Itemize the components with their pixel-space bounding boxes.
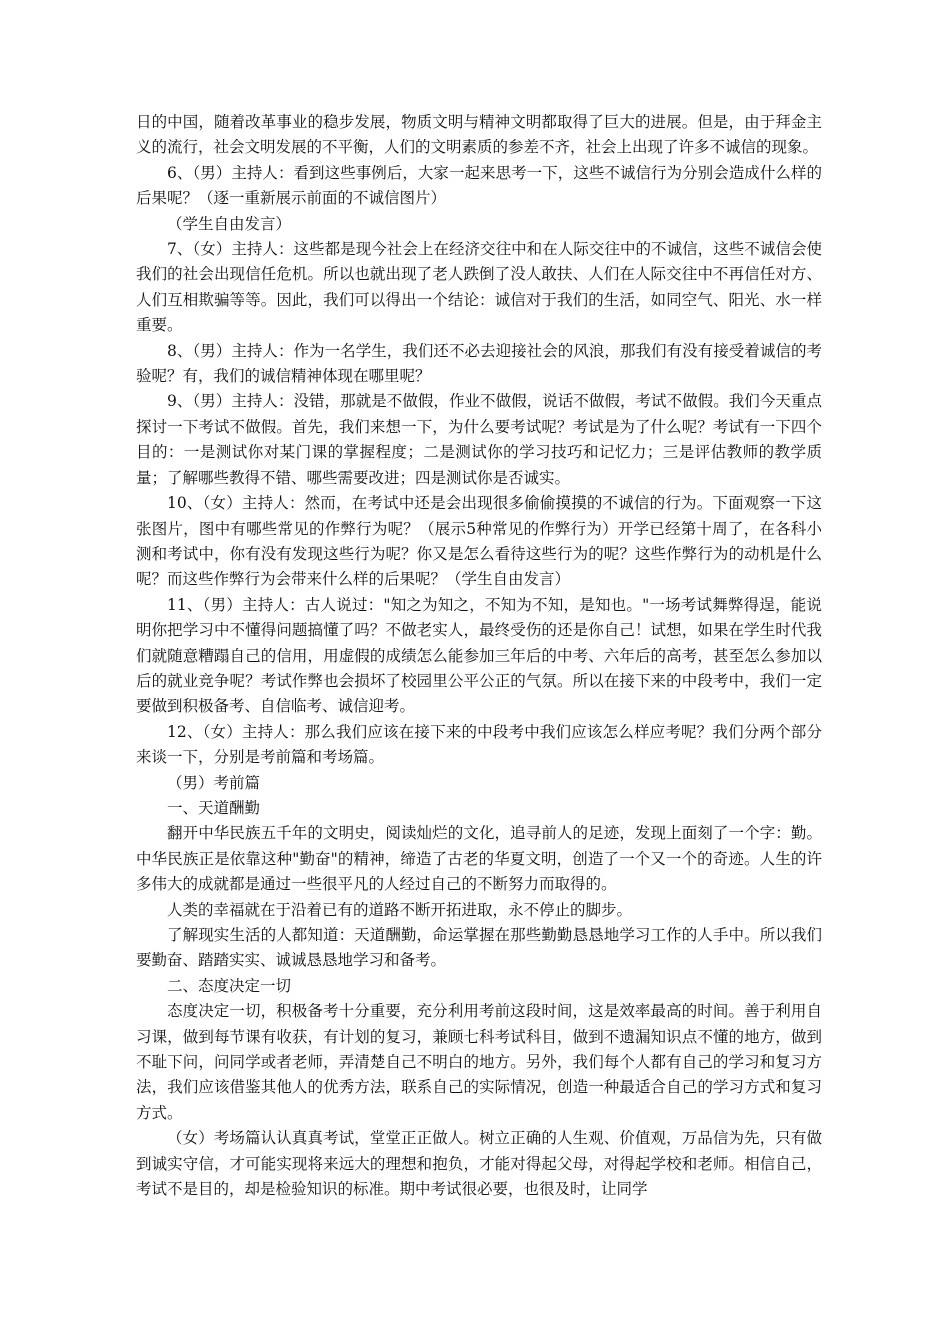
paragraph-10: （男）考前篇 bbox=[167, 773, 261, 792]
paragraph-9: 12、（女）主持人：那么我们应该在接下来的中段考中我们应该怎么样应考呢？我们分两个部分来谈一下，分别是考前篇和考场篇。 bbox=[136, 722, 822, 767]
paragraph-8: 11、（男）主持人：古人说过："知之为知之，不知为不知，是知也。"一场考试舞弊得逞，能说明你把学习中不懂得问题搞懂了吗？不做老实人，最终受伤的还是你自己！试想，如果在学生时代我们就随意糟蹋自己的信用，用虚假的成绩怎么能参加三年后的中考、六年后的高考，甚至怎么参加以后的就业竞争呢？考试作弊也会损坏了校园里公平公正的气氛。所以在接下来的中段考中，我们一定要做到积极备考、自信临考、诚信迎考。 bbox=[136, 595, 822, 716]
paragraph-3: （学生自由发言） bbox=[167, 214, 292, 233]
paragraph-5: 8、（男）主持人：作为一名学生，我们还不必去迎接社会的风浪，那我们有没有接受着诚信的考验呢？有，我们的诚信精神体现在哪里呢？ bbox=[136, 341, 822, 386]
paragraph-6: 9、（男）主持人：没错，那就是不做假，作业不做假，说话不做假，考试不做假。我们今天重点探讨一下考试不做假。首先，我们来想一下，为什么要考试呢？考试是为了什么呢？考试有一下四个目的：一是测试你对某门课的掌握程度；二是测试你的学习技巧和记忆力；三是评估教师的教学质量；了解哪些教得不错、哪些需要改进；四是测试你是否诚实。 bbox=[136, 392, 822, 487]
paragraph-1: 日的中国，随着改革事业的稳步发展，物质文明与精神文明都取得了巨大的进展。但是，由于拜金主义的流行，社会文明发展的不平衡，人们的文明素质的参差不齐，社会上出现了许多不诚信的现象。 bbox=[136, 113, 822, 157]
document-page bbox=[136, 110, 822, 1202]
paragraph-12: 翻开中华民族五千年的文明史，阅读灿烂的文化，追寻前人的足迹，发现上面刻了一个字：勤。中华民族正是依靠这种"勤奋"的精神，缔造了古老的华夏文明，创造了一个又一个的奇迹。人生的许多伟大的成就都是通过一些很平凡的人经过自己的不断努力而取得的。 bbox=[136, 824, 822, 894]
paragraph-2: 6、（男）主持人：看到这些事例后，大家一起来思考一下，这些不诚信行为分别会造成什么样的后果呢？（逐一重新展示前面的不诚信图片） bbox=[136, 163, 822, 208]
paragraph-16: 态度决定一切，积极备考十分重要，充分利用考前这段时间，这是效率最高的时间。善于利用自习课，做到每节课有收获，有计划的复习，兼顾七科考试科目，做到不遗漏知识点不懂的地方，做到不耻下问，问同学或者老师，弄清楚自己不明白的地方。另外，我们每个人都有自己的学习和复习方法，我们应该借鉴其他人的优秀方法，联系自己的实际情况，创造一种最适合自己的学习方式和复习方式。 bbox=[136, 1002, 822, 1122]
paragraph-17: （女）考场篇认认真真考试，堂堂正正做人。树立正确的人生观、价值观，万品信为先，只有做到诚实守信，才可能实现将来远大的理想和抱负，才能对得起父母，对得起学校和老师。相信自己，考试不是目的，却是检验知识的标准。期中考试很必要，也很及时，让同学 bbox=[136, 1129, 822, 1199]
paragraph-7: 10、（女）主持人：然而，在考试中还是会出现很多偷偷摸摸的不诚信的行为。下面观察一下这张图片，图中有哪些常见的作弊行为呢？（展示5种常见的作弊行为）开学已经第十周了，在各科小测和考试中，你有没有发现这些行为呢？你又是怎么看待这些行为的呢？这些作弊行为的动机是什么呢？而这些作弊行为会带来什么样的后果呢？（学生自由发言） bbox=[136, 494, 822, 589]
paragraph-14: 了解现实生活的人都知道：天道酬勤，命运掌握在那些勤勤恳恳地学习工作的人手中。所以我们要勤奋、踏踏实实、诚诚恳恳地学习和备考。 bbox=[136, 926, 822, 970]
paragraph-4: 7、（女）主持人：这些都是现今社会上在经济交往中和在人际交往中的不诚信，这些不诚信会使我们的社会出现信任危机。所以也就出现了老人跌倒了没人敢扶、人们在人际交往中不再信任对方、人们互相欺骗等等。因此，我们可以得出一个结论：诚信对于我们的生活，如同空气、阳光、水一样重要。 bbox=[136, 240, 822, 335]
paragraph-11: 一、天道酬勤 bbox=[167, 798, 261, 817]
paragraph-15: 二、态度决定一切 bbox=[167, 976, 292, 995]
paragraph-13: 人类的幸福就在于沿着已有的道路不断开拓进取，永不停止的脚步。 bbox=[167, 900, 633, 919]
